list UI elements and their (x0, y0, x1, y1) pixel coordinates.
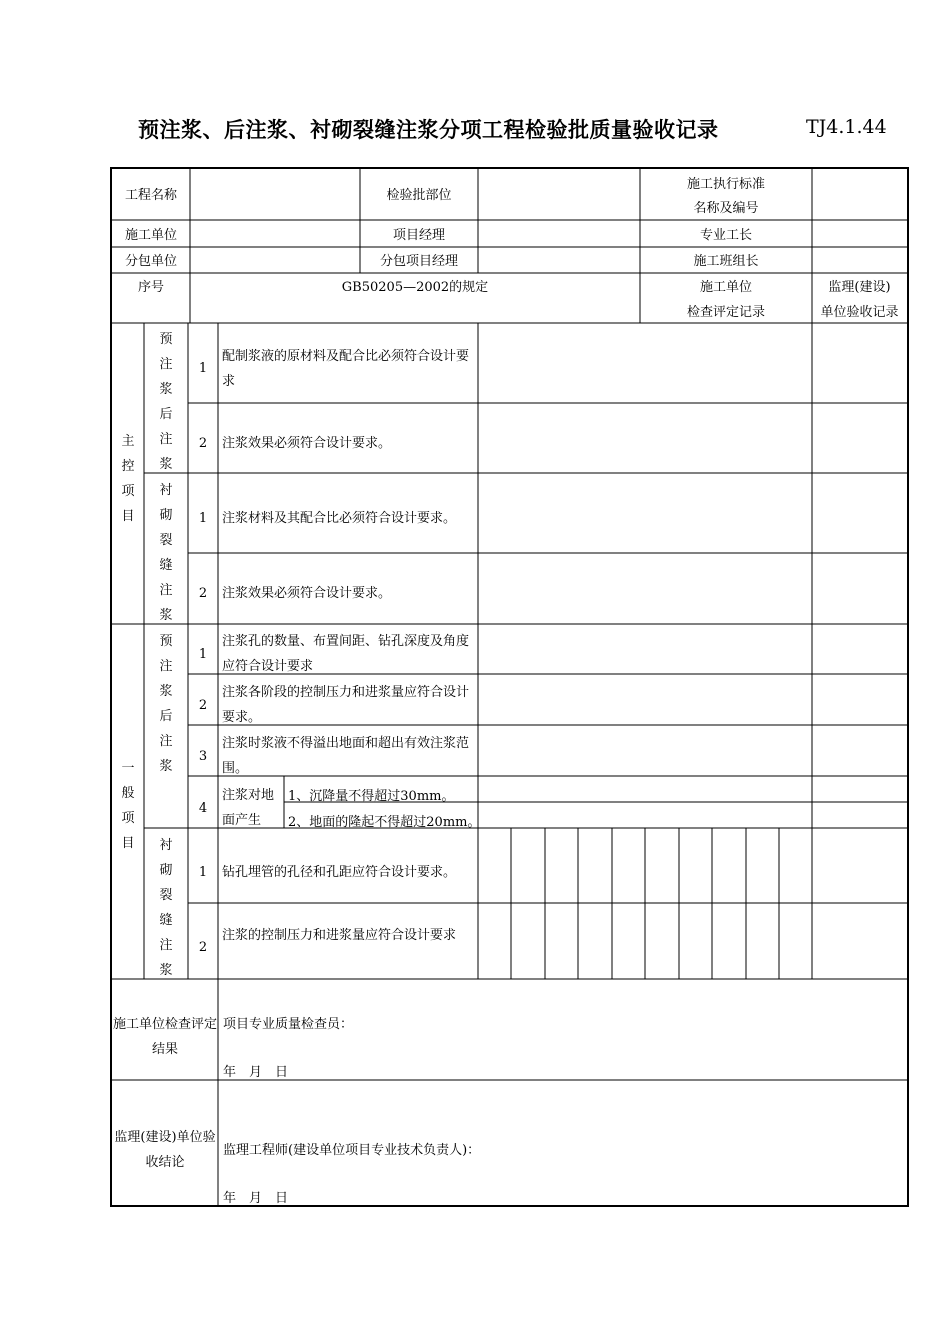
date-label: 年 月 日 (223, 1191, 289, 1206)
main-item-no: 1 (198, 361, 208, 376)
general-item-no: 2 (198, 698, 208, 713)
sub-manager-label: 分包项目经理 (379, 254, 458, 269)
main-item-no: 2 (198, 436, 208, 451)
supervising-engineer-label: 监理工程师(建设单位项目专业技术负责人)： (223, 1143, 481, 1158)
supervision-conclusion-label: 监理(建设)单位验收结论 (114, 1130, 216, 1170)
quality-inspector-label: 项目专业质量检查员： (223, 1017, 354, 1032)
date-label: 年 月 日 (223, 1065, 289, 1080)
subcontractor-label: 分包单位 (124, 254, 177, 269)
check-header-line1: 施工单位 (699, 280, 752, 295)
accept-header-line1: 监理(建设) (828, 280, 891, 295)
main-item-no: 2 (198, 586, 208, 601)
main-item-text: 注浆材料及其配合比必须符合设计要求。 (222, 511, 457, 526)
heave-limit-text: 2、地面的隆起不得超过20mm。 (288, 815, 481, 830)
batch-part-label: 检验批部位 (386, 188, 452, 203)
general-item-text: 注浆的控制压力和进浆量应符合设计要求 (222, 928, 457, 943)
construction-result-label: 施工单位检查评定结果 (112, 1017, 217, 1057)
general-item-text: 注浆时浆液不得溢出地面和超出有效注浆范围。 (222, 736, 470, 776)
accept-header-line2: 单位验收记录 (820, 305, 899, 320)
settlement-limit-text: 1、沉降量不得超过30mm。 (288, 789, 455, 804)
general-item-no: 3 (198, 749, 208, 764)
main-control-label: 主控项目 (121, 434, 135, 524)
general-item-no: 1 (198, 647, 208, 662)
main-group-lining-crack: 衬砌裂缝注浆 (159, 483, 173, 623)
foreman-label: 专业工长 (699, 228, 752, 243)
ground-effect-label: 注浆对地面产生 (222, 788, 275, 828)
general-item-no: 2 (198, 940, 208, 955)
contractor-label: 施工单位 (124, 228, 177, 243)
main-item-text: 配制浆液的原材料及配合比必须符合设计要求 (222, 349, 470, 389)
general-item-no: 4 (198, 801, 208, 816)
main-item-text: 注浆效果必须符合设计要求。 (222, 436, 392, 451)
general-item-text: 钻孔埋管的孔径和孔距应符合设计要求。 (222, 865, 457, 880)
general-group-lining-crack: 衬砌裂缝注浆 (159, 838, 173, 978)
spec-header: GB50205—2002的规定 (341, 280, 489, 295)
standard-label-line2: 名称及编号 (693, 201, 759, 216)
project-manager-label: 项目经理 (392, 228, 445, 243)
form-code: TJ4.1.44 (806, 116, 887, 138)
general-group-pre-post-grouting: 预注浆后注浆 (159, 634, 173, 774)
general-item-text: 注浆孔的数量、布置间距、钻孔深度及角度应符合设计要求 (222, 634, 470, 674)
check-header-line2: 检查评定记录 (686, 305, 765, 320)
general-item-no: 1 (198, 865, 208, 880)
main-item-text: 注浆效果必须符合设计要求。 (222, 586, 392, 601)
main-item-no: 1 (198, 511, 208, 526)
page-title: 预注浆、后注浆、衬砌裂缝注浆分项工程检验批质量验收记录 (138, 118, 719, 142)
inspection-form (110, 167, 909, 1207)
standard-label-line1: 施工执行标准 (686, 177, 765, 192)
general-item-text: 注浆各阶段的控制压力和进浆量应符合设计要求。 (222, 685, 470, 725)
main-group-pre-post-grouting: 预注浆后注浆 (159, 332, 173, 472)
general-items-label: 一般项目 (121, 761, 135, 851)
team-leader-label: 施工班组长 (693, 254, 759, 269)
seq-header: 序号 (137, 280, 164, 295)
project-name-label: 工程名称 (124, 188, 177, 203)
